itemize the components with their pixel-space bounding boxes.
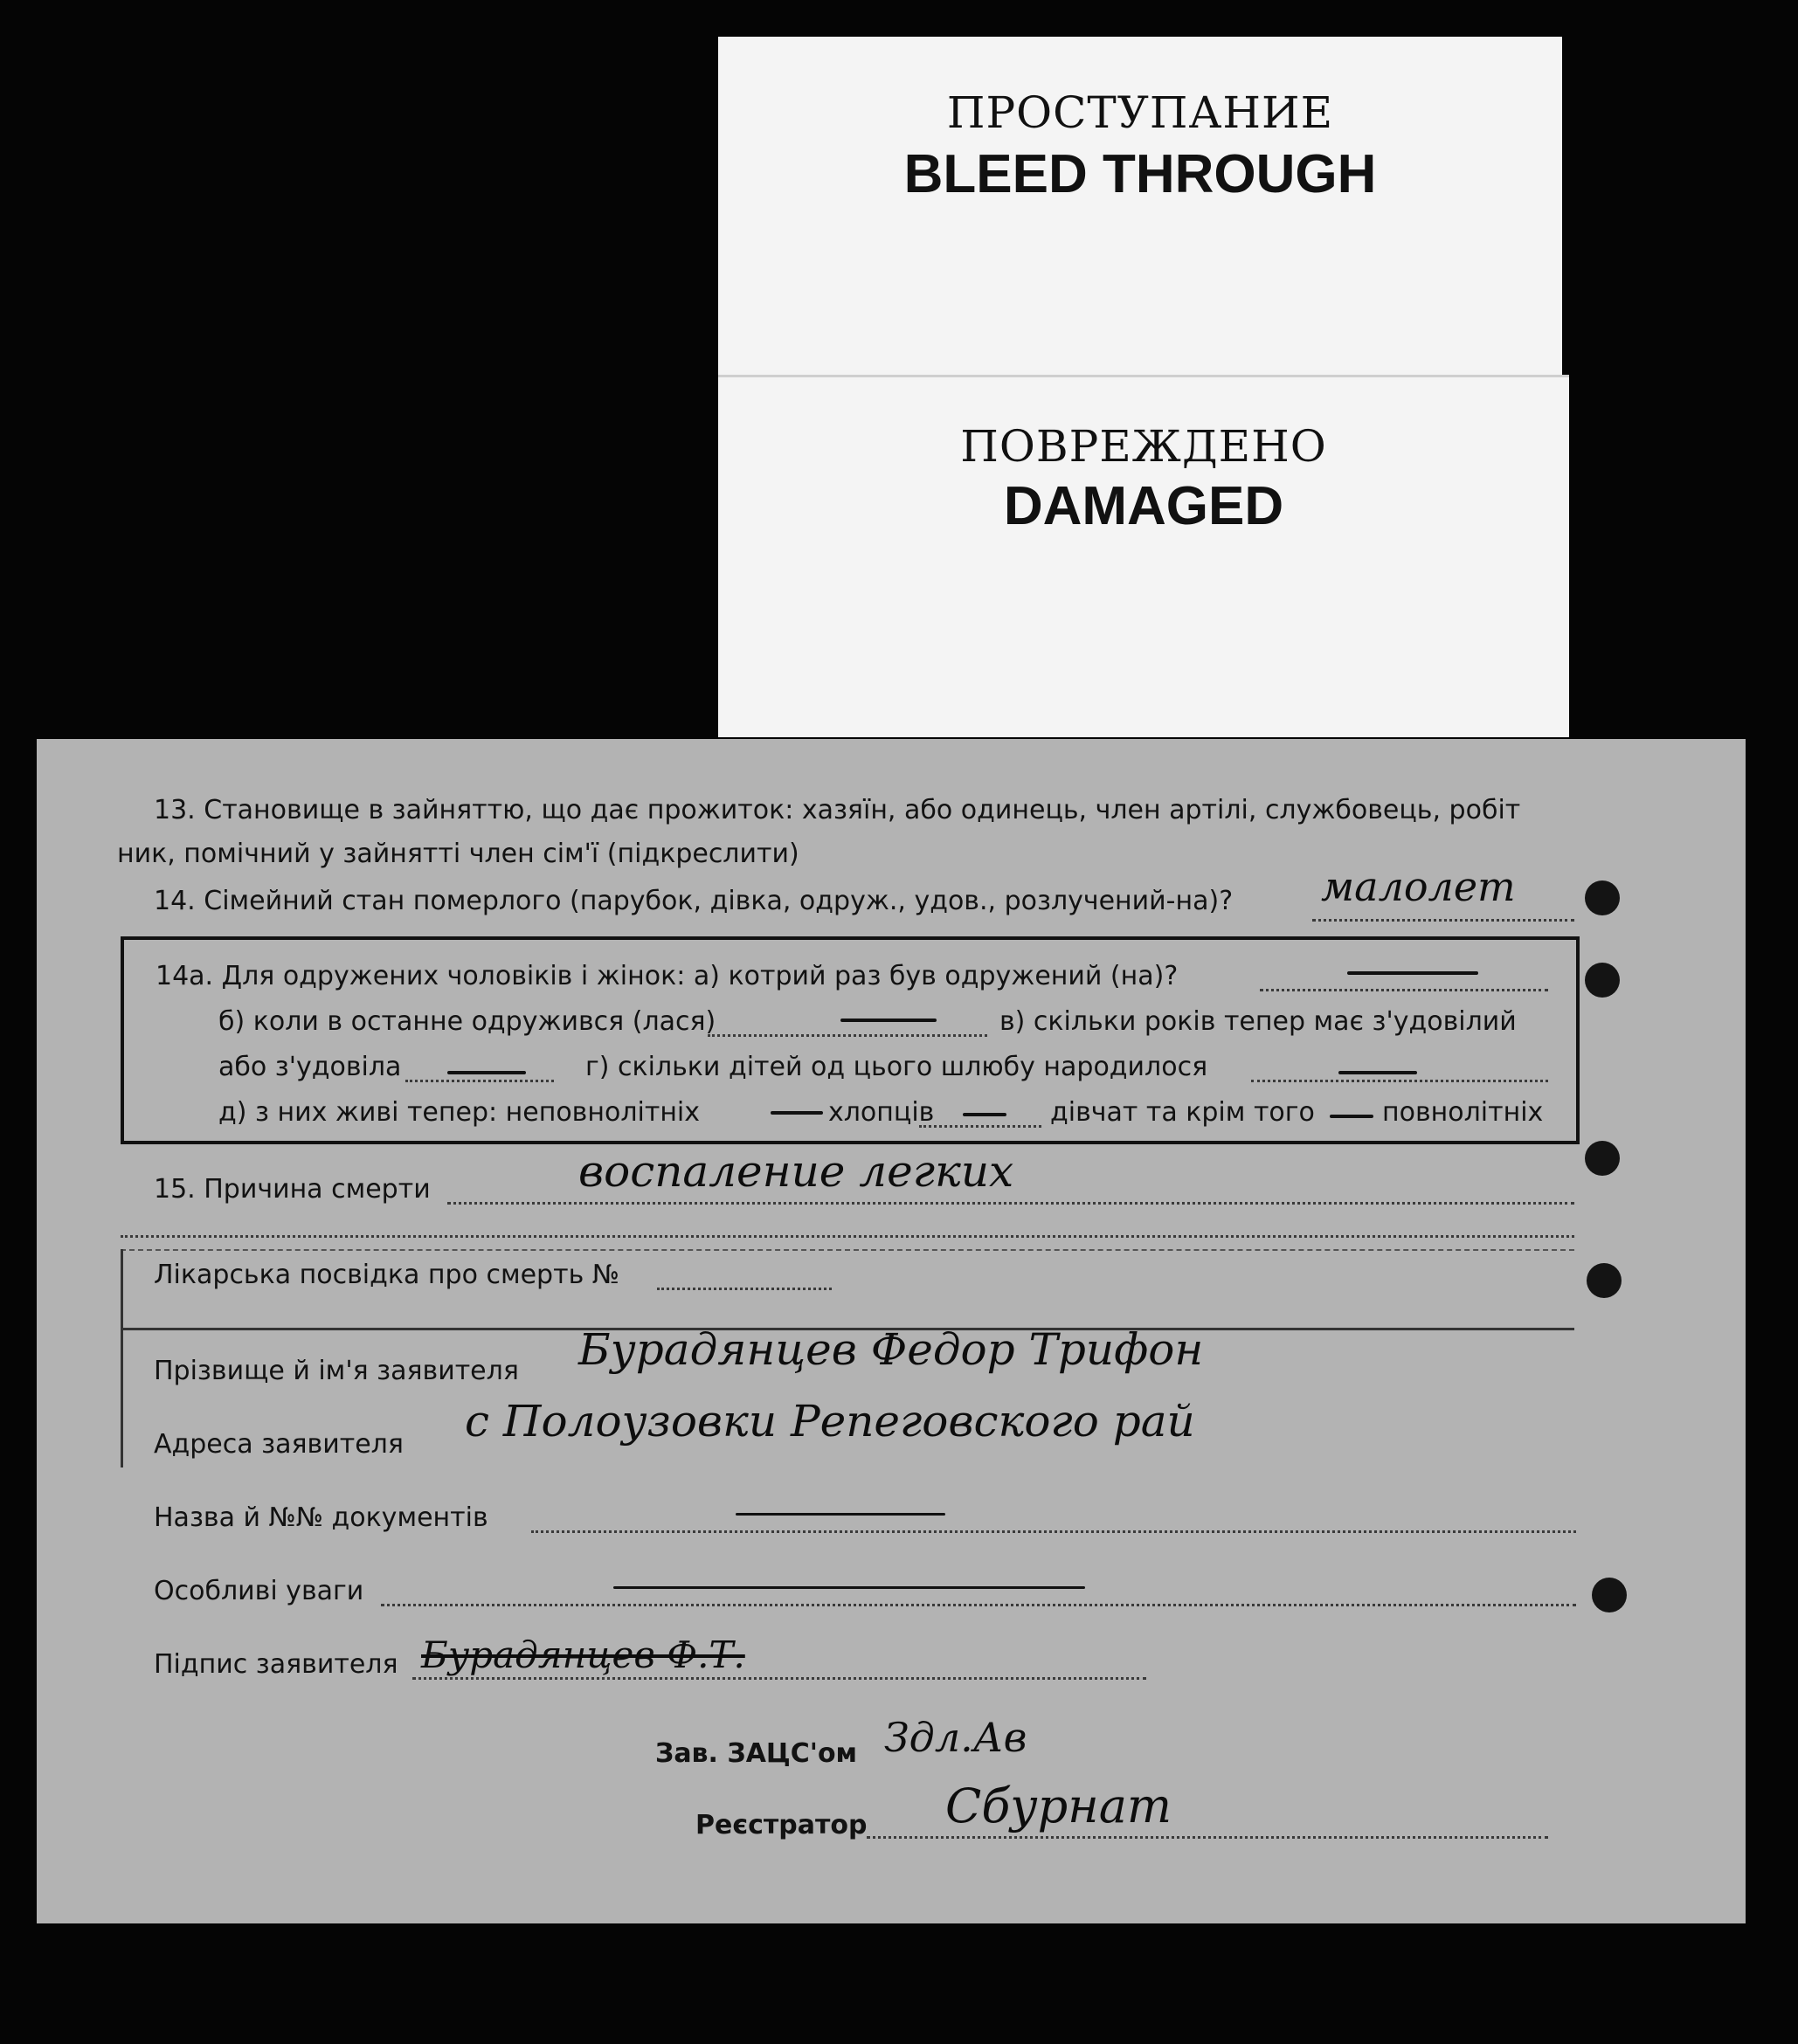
- head-signature: Здл.Ав: [884, 1714, 1027, 1761]
- cause-of-death-answer: воспаление легких: [578, 1146, 1014, 1197]
- damaged-en: DAMAGED: [1003, 476, 1284, 536]
- item14a-dash4c: [1330, 1115, 1373, 1118]
- damaged-card: [718, 377, 1569, 737]
- vrule-1: [121, 1249, 123, 1329]
- marital-status-answer: малолет: [1321, 863, 1516, 910]
- item14a-line4d: повнолітніх: [1382, 1097, 1544, 1128]
- item14a-dotline3a: [405, 1080, 554, 1082]
- punch-hole: [1585, 880, 1620, 915]
- item14a-dash2: [840, 1019, 937, 1022]
- item14a-dash4b: [963, 1113, 1006, 1116]
- head-label: Зав. ЗАЦС'ом: [655, 1738, 858, 1769]
- applicant-signature: Бурадянцев Ф.Т.: [421, 1633, 745, 1676]
- punch-hole: [1587, 1263, 1622, 1298]
- item14a-dotline3b: [1251, 1080, 1548, 1082]
- item14a-box: [121, 936, 1580, 1144]
- applicant-address-answer: с Полоузовки Репеговского рай: [465, 1396, 1195, 1447]
- applicant-name-answer: Бурадянцев Федор Трифон: [578, 1324, 1204, 1375]
- item14a-line1: 14а. Для одружених чоловіків і жінок: а) котрий раз був одружений (на)?: [156, 961, 1179, 991]
- applicant-signature-label: Підпис заявителя: [154, 1649, 398, 1680]
- item14a-line2b: в) скільки років тепер має з'удовілий: [999, 1006, 1517, 1037]
- item14a-line2a: б) коли в останне одружився (лася): [218, 1006, 716, 1037]
- item14a-dash3a: [447, 1071, 526, 1074]
- item14a-dotline1: [1260, 989, 1548, 991]
- vrule-2: [121, 1328, 123, 1467]
- item14a-dotline2: [708, 1034, 987, 1037]
- item14a-dash3b: [1338, 1071, 1417, 1074]
- item15-dotline: [447, 1202, 1574, 1205]
- item14a-dash1: [1347, 971, 1478, 975]
- bleed-through-card: [718, 37, 1562, 404]
- notes-dash: [613, 1586, 1085, 1589]
- applicant-name-label: Прізвище й ім'я заявителя: [154, 1356, 519, 1386]
- item14-label: 14. Сімейний стан померлого (парубок, дівка, одруж., удов., розлучений-на)?: [154, 886, 1234, 916]
- item14-dotline: [1312, 919, 1574, 922]
- item13-line1: 13. Становище в зайняттю, що дає прожиток: хазяїн, або одинець, член артілі, службовець, робіт: [154, 795, 1521, 825]
- notes-dotline: [381, 1604, 1576, 1606]
- registrar-signature: Сбурнат: [945, 1778, 1172, 1833]
- item14a-line4b: хлопців: [828, 1097, 935, 1128]
- documents-dash: [736, 1513, 945, 1516]
- medical-certificate-label: Лікарська посвідка про смерть №: [154, 1260, 619, 1290]
- item14a-dotline4b: [919, 1125, 1041, 1128]
- punch-hole: [1585, 963, 1620, 998]
- item13-line2: ник, помічний у зайнятті член сім'ї (підкреслити): [117, 839, 799, 869]
- item14a-line4c: дівчат та крім того: [1050, 1097, 1315, 1128]
- punch-hole: [1592, 1578, 1627, 1612]
- damaged-ru: ПОВРЕЖДЕНО: [960, 421, 1327, 472]
- item14a-line4a: д) з них живі тепер: неповнолітніх: [218, 1097, 701, 1128]
- death-record-form: [37, 739, 1746, 1923]
- notes-label: Особливі уваги: [154, 1576, 364, 1606]
- bleed-through-en: BLEED THROUGH: [903, 144, 1377, 204]
- medical-certificate-dotline: [657, 1288, 832, 1290]
- item14a-line3a: або з'удовіла: [218, 1052, 402, 1082]
- documents-dotline: [531, 1530, 1576, 1533]
- item15-dotline2: [121, 1235, 1574, 1238]
- item14a-dash4a: [771, 1111, 823, 1115]
- item15-label: 15. Причина смерти: [154, 1174, 431, 1205]
- registrar-dotline: [867, 1836, 1548, 1839]
- applicant-address-label: Адреса заявителя: [154, 1429, 404, 1460]
- bleed-through-ru: ПРОСТУПАНИЕ: [946, 87, 1334, 138]
- item14a-line3b: г) скільки дітей од цього шлюбу народилося: [585, 1052, 1208, 1082]
- punch-hole: [1585, 1141, 1620, 1176]
- applicant-signature-dotline: [412, 1677, 1146, 1680]
- documents-label: Назва й №№ документів: [154, 1502, 488, 1533]
- separator-1: [121, 1249, 1574, 1251]
- registrar-label: Реєстратор: [695, 1810, 868, 1840]
